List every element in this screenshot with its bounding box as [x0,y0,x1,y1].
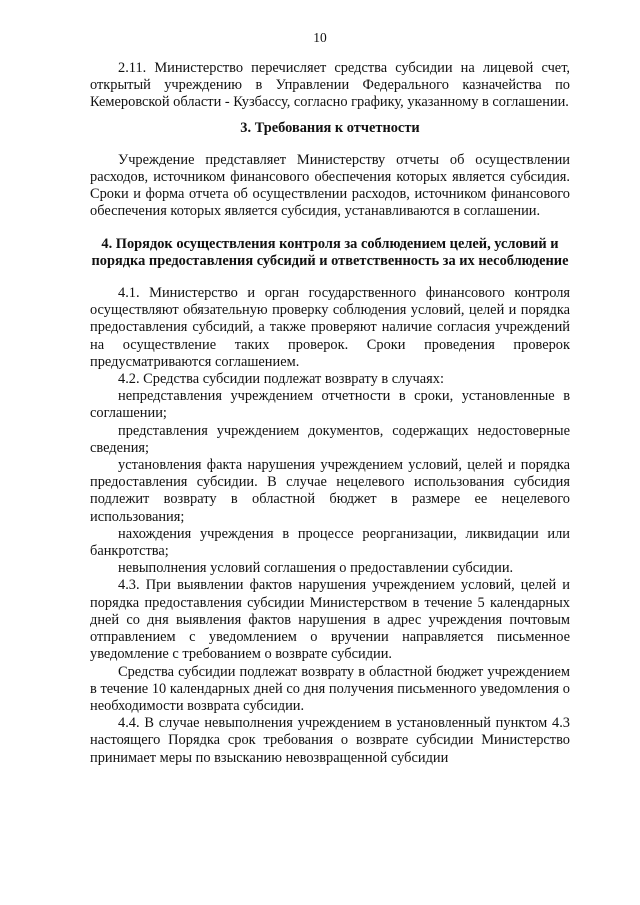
paragraph-return-deadline: Средства субсидии подлежат возврату в областной бюджет учреждением в течение 10 календарных дней со дня получения письменного уведомления о необходимости возврата субсидии. [90,663,570,714]
list-item-false-info: представления учреждением документов, содержащих недостоверные сведения; [90,422,570,456]
paragraph-4-1: 4.1. Министерство и орган государственного финансового контроля осуществляют обязательную проверку соблюдения условий, целей и порядка предоставления субсидий, а также проверяют наличие согласия учреждений на осуществление таких проверок. Сроки проведения проверок предусматриваются соглашением. [90,285,570,370]
paragraph-4-3: 4.3. При выявлении фактов нарушения учреждением условий, целей и порядка предоставления субсидии Министерством в течение 5 календарных дней со дня выявления фактов нарушения в адрес учреждения почтовым отправлением с уведомлением о вручении направляется письменное уведомление с требованием о возврате субсидии. [90,577,570,663]
section-3-text: Учреждение представляет Министерству отчеты об осуществлении расходов, источником финансового обеспечения которых является субсидия. Сроки и форма отчета об осуществлении расходов, источником финансового обеспечения которых является субсидия, устанавливаются в соглашении. [90,151,570,220]
list-item-reorganization: нахождения учреждения в процессе реорганизации, ликвидации или банкротства; [90,525,570,560]
paragraph-4-2: 4.2. Средства субсидии подлежат возврату в случаях: [118,371,444,388]
page-number: 10 [313,30,327,45]
list-item-reporting: непредставления учреждением отчетности в сроки, установленные в соглашении; [90,388,570,422]
section-3-heading: 3. Требования к отчетности [240,119,420,136]
list-item-nonfulfillment: невыполнения условий соглашения о предоставлении субсидии. [118,560,514,577]
list-item-violation: установления факта нарушения учреждением условий, целей и порядка предоставления субсидии. В случае нецелевого использования субсидия подлежит возврату в областной бюджет в размере ее нецелевого использования; [90,457,570,525]
paragraph-2-11: 2.11. Министерство перечисляет средства субсидии на лицевой счет, открытый учреждению в Управлении Федерального казначейства по Кемеровской области - Кузбассу, согласно графику, указанному в соглашении. [90,60,570,111]
document-body [90,60,570,767]
paragraph-4-4: 4.4. В случае невыполнения учреждением в установленный пунктом 4.3 настоящего Порядка срок требования о возврате субсидии Министерство принимает меры по взысканию невозвращенной субсидии [90,715,570,766]
section-4-heading: 4. Порядок осуществления контроля за соблюдением целей, условий и порядка предоставления субсидий и ответственность за их несоблюдение [91,235,569,269]
